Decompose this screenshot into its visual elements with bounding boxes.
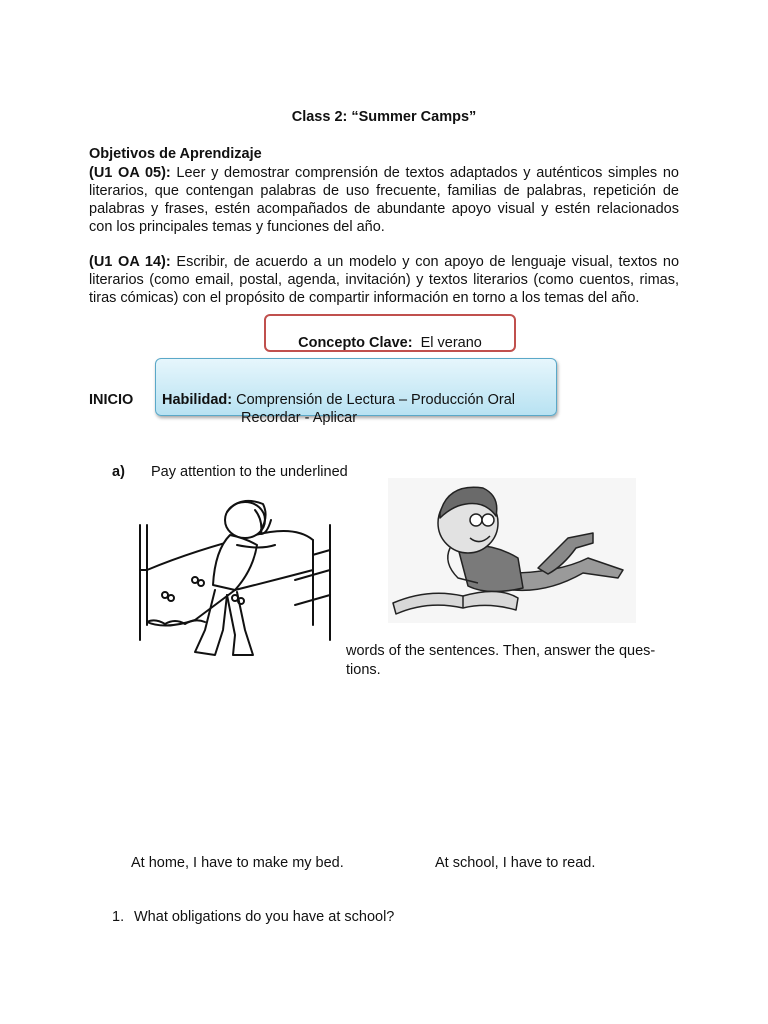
objective-2-code: (U1 OA 14): [89, 254, 171, 270]
sentence-home: At home, I have to make my bed. [131, 855, 344, 871]
question-text: What obligations do you have at school? [134, 909, 395, 925]
concept-label: Concepto Clave: [298, 335, 413, 351]
skill-subtext: Recordar - Aplicar [241, 410, 358, 426]
objectives-heading: Objetivos de Aprendizaje [89, 146, 262, 162]
objective-1-code: (U1 OA 05): [89, 165, 171, 181]
item-a-text-start: Pay attention to the underlined [151, 464, 348, 480]
skill-label: Habilidad: [162, 392, 233, 408]
page-title: Class 2: “Summer Camps” [291, 109, 477, 125]
item-a-label: a) [112, 464, 125, 480]
objective-2 [89, 253, 679, 307]
boy-reading-book-icon [388, 478, 636, 623]
section-label: INICIO [89, 392, 134, 408]
concept-text [264, 335, 516, 351]
objective-1 [89, 164, 679, 236]
question-number: 1. [112, 909, 125, 925]
skill-text [162, 392, 515, 408]
objective-2-text: Escribir, de acuerdo a un modelo y con apoyo de lenguaje visual, textos no literarios (como email, postal, agenda, invitación) y textos literarios (como cuentos, rimas, tiras cómicas) con el propósito de compartir información en torno a los temas del año. [89, 254, 680, 306]
concept-value: El verano [420, 335, 482, 351]
item-a-text-end: words of the sentences. Then, answer the ques-tions. [346, 643, 656, 678]
sentence-school: At school, I have to read. [435, 855, 596, 871]
objective-1-text: Leer y demostrar comprensión de textos adaptados y auténticos simples no literarios, que contengan palabras de uso frecuente, familias de palabras, repetición de palabras y frases, estén acompañados de abundante apoyo visual y estén relacionados con los principales temas y funciones del año. [89, 165, 679, 235]
girl-making-bed-icon [135, 490, 345, 665]
skill-value: Comprensión de Lectura – Producción Oral [236, 392, 515, 408]
